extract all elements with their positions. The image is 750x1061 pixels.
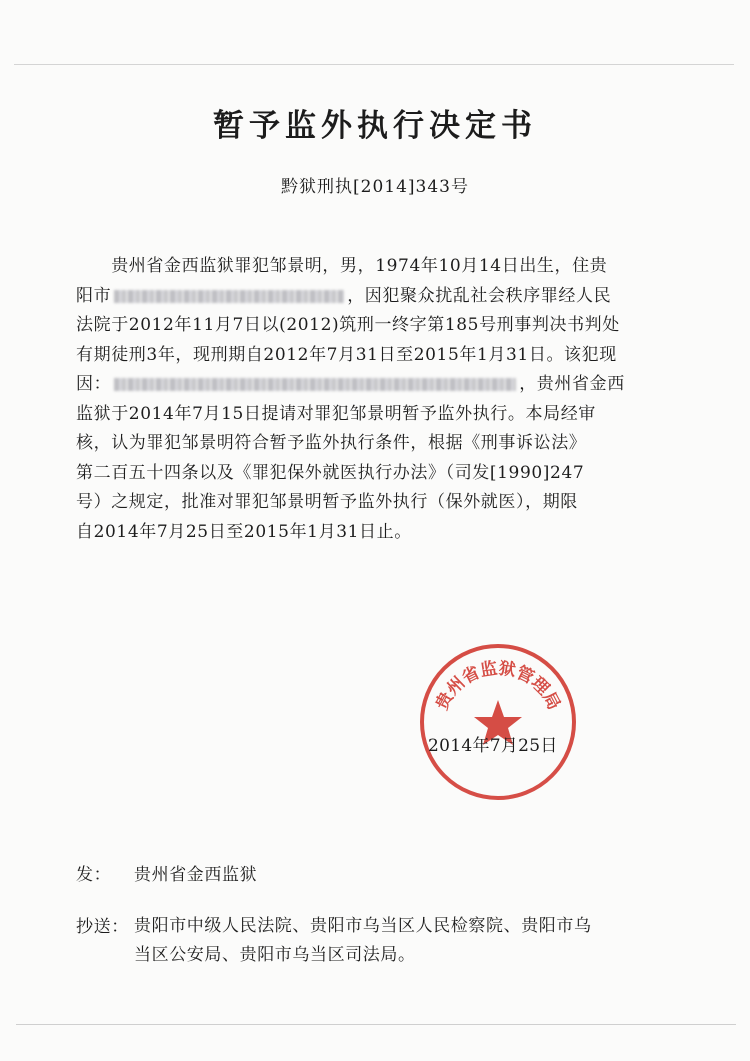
official-seal — [420, 644, 576, 800]
send-to-value: 贵州省金西监狱 — [134, 865, 258, 885]
seal-graphic — [424, 648, 572, 796]
bottom-border-line — [16, 1024, 736, 1025]
paragraph-line-8: 第二百五十四条以及《罪犯保外就医执行办法》（司发[1990]247 — [76, 462, 585, 483]
paragraph-line-2-suffix: ，因犯聚众扰乱社会秩序罪经人民 — [347, 285, 612, 306]
paragraph-line-4: 有期徒刑3年，现刑期自2012年7月31日至2015年1月31日。该犯现 — [76, 344, 617, 365]
redacted-address — [114, 290, 344, 303]
paragraph-line-3: 法院于2012年11月7日以(2012)筑刑一终字第185号刑事判决书判处 — [76, 315, 620, 335]
paragraph-line-7: 核，认为罪犯邹景明符合暂予监外执行条件，根据《刑事诉讼法》 — [76, 433, 587, 453]
decision-paragraph — [76, 252, 676, 547]
copy-to-line-1: 贵阳市中级人民法院、贵阳市乌当区人民检察院、贵阳市乌 — [134, 916, 592, 936]
send-to-label: 发： — [76, 865, 112, 885]
paragraph-line-5-suffix: ，贵州省金西 — [519, 374, 625, 394]
copy-to-line-2: 当区公安局、贵阳市乌当区司法局。 — [134, 945, 416, 965]
paragraph-line-5-prefix: 因： — [76, 374, 112, 394]
paragraph-line-10: 自2014年7月25日至2015年1月31日止。 — [76, 521, 412, 542]
copy-to-recipients — [134, 912, 674, 970]
document-number: 黔狱刑执[2014]343号 — [281, 177, 469, 197]
paragraph-line-6: 监狱于2014年7月15日提请对罪犯邹景明暂予监外执行。本局经审 — [76, 403, 596, 424]
copy-to-label: 抄送： — [76, 917, 129, 937]
document-title: 暂予监外执行决定书 — [213, 108, 537, 144]
paragraph-line-1: 贵州省金西监狱罪犯邹景明，男，1974年10月14日出生，住贵 — [76, 256, 608, 276]
send-to-line — [76, 860, 257, 885]
redacted-reason — [114, 378, 516, 391]
top-border-line — [14, 64, 734, 65]
paragraph-line-9: 号）之规定，批准对罪犯邹景明暂予监外执行（保外就医），期限 — [76, 492, 578, 512]
issue-date: 2014年7月25日 — [428, 736, 558, 756]
seal-text-path: 贵州省监狱管理局 — [432, 658, 564, 714]
paragraph-line-2-prefix: 阳市 — [76, 285, 112, 306]
